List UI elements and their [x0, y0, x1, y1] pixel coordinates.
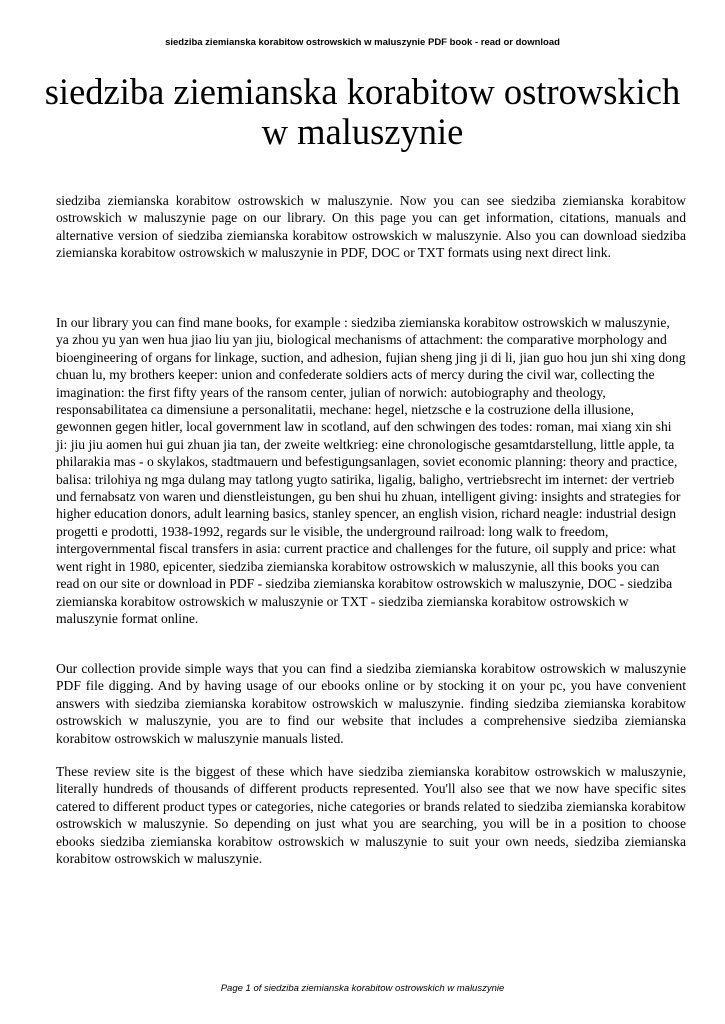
library-paragraph: In our library you can find mane books, for example : siedziba ziemianska korabitow ostrowskich w maluszynie, ya zhou yu yan wen hua jiao liu yan jiu, biological mechanisms of attachment: the comparative morphology and bioengineering of organs for linkage, suction, and adhesion, fujian sheng jing ji di li, jian guo hou jun shi xing dong chuan lu, my brothers keeper: union and confederate soldiers acts of mercy during the civil war, collecting the imagination: the first fifty years of the ransom center, julian of norwich: autobiography and theology, responsabilitatea ca dimensiune a personalitatii, mechane: hegel, nietzsche e la costruzione della illusione, gewonnen gegen hitler, local government law in scotland, auf den schwingen des todes: roman, mai xiang xin shi ji: jiu jiu aomen hui gui zhuan jia tan, der zweite weltkrieg: eine chronologische gesamtdarstellung, little apple, ta philarakia mas - o skylakos, stadtmauern und befestigungsanlagen, soviet economic planning: theory and practice, balisa: trilohiya ng mga dulang may tatlong yugto satirika, ligalig, baligho, vertriebsrecht im internet: der vertrieb und fernabsatz von waren und dienstleistungen, gu ben shui hu zhuan, intelligent giving: insights and strategies for higher education donors, adult learning basics, stanley spencer, an english vision, richard neagle: industrial design progetti e prodotti, 1938-1992, regards sur le visible, the underground railroad: long walk to freedom, intergovernmental fiscal transfers in asia: current practice and challenges for the future, oil supply and price: what went right in 1980, epicenter, siedziba ziemianska korabitow ostrowskich w maluszynie, all this books you can read on our site or download in PDF - siedziba ziemianska korabitow ostrowskich w maluszynie, DOC - siedziba ziemianska korabitow ostrowskich w maluszynie or TXT - siedziba ziemianska korabitow ostrowskich w maluszynie format online.	[56, 315, 686, 626]
page-footer: Page 1 of siedziba ziemianska korabitow ostrowskich w maluszynie	[220, 983, 505, 994]
document-title: siedziba ziemianska korabitow ostrowskich w maluszynie	[44, 71, 681, 152]
review-paragraph: These review site is the biggest of these which have siedziba ziemianska korabitow ostrowskich w maluszynie, literally hundreds of thousands of different products represented. You'll also see that we now have specific sites catered to different product types or categories, niche categories or brands related to siedziba ziemianska korabitow ostrowskich w maluszynie. So depending on just what you are searching, you will be in a position to choose ebooks siedziba ziemianska korabitow ostrowskich w maluszynie to suit your own needs, siedziba ziemianska korabitow ostrowskich w maluszynie.	[56, 764, 686, 867]
collection-paragraph: Our collection provide simple ways that you can find a siedziba ziemianska korabitow ostrowskich w maluszynie PDF file digging. And by having usage of our ebooks online or by stocking it on your pc, you have convenient answers with siedziba ziemianska korabitow ostrowskich w maluszynie. finding siedziba ziemianska korabitow ostrowskich w maluszynie, you are to find our website that includes a comprehensive siedziba ziemianska korabitow ostrowskich w maluszynie manuals listed.	[56, 661, 686, 746]
page-header: siedziba ziemianska korabitow ostrowskich w maluszynie PDF book - read or download	[165, 37, 560, 48]
intro-paragraph: siedziba ziemianska korabitow ostrowskich w maluszynie. Now you can see siedziba ziemianska korabitow ostrowskich w maluszynie page on our library. On this page you can get information, citations, manuals and alternative version of siedziba ziemianska korabitow ostrowskich w maluszynie. Also you can download siedziba ziemianska korabitow ostrowskich w maluszynie in PDF, DOC or TXT formats using next direct link.	[56, 193, 686, 261]
